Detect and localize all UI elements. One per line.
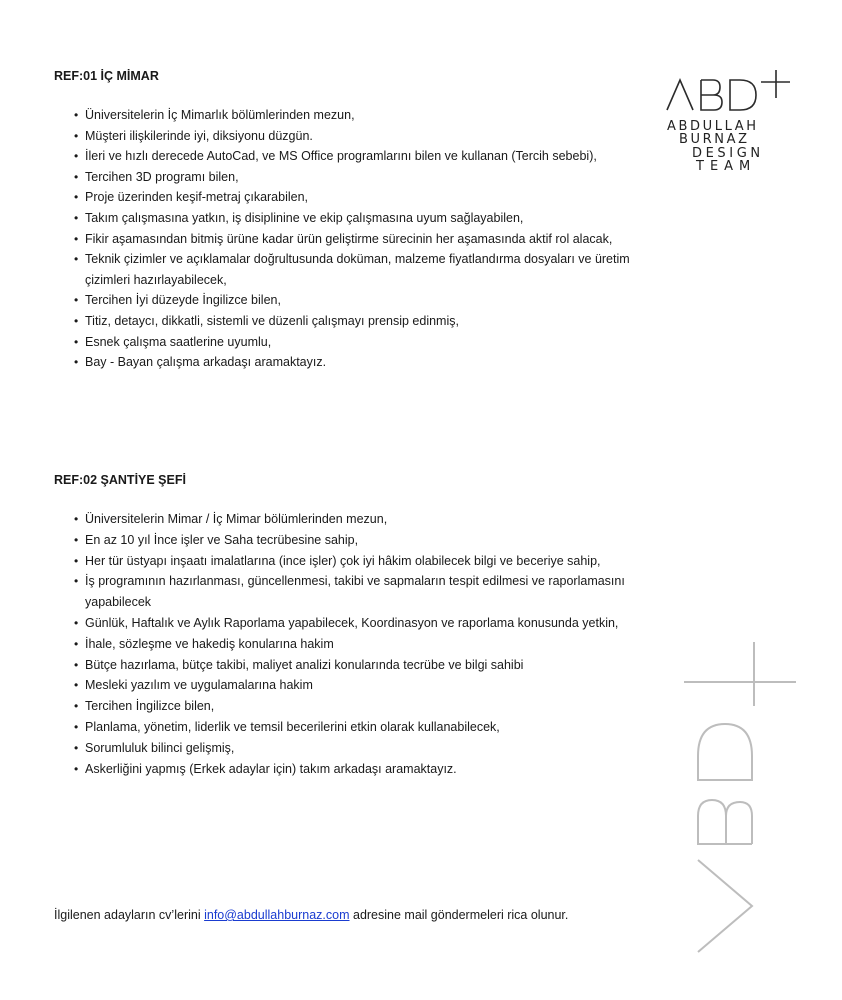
list-item-text: İleri ve hızlı derecede AutoCad, ve MS Office programlarını bilen ve kullanan (Tercih sebebi), (85, 149, 597, 164)
bullet-icon: • (74, 574, 79, 589)
bullet-icon: • (74, 128, 79, 143)
list-item (54, 675, 654, 696)
bullet-icon: • (74, 355, 79, 370)
list-item-text: Takım çalışmasına yatkın, iş disiplinine ve ekip çalışmasına uyum sağlayabilen, (85, 210, 524, 225)
list-item (54, 530, 654, 551)
logo-mark (664, 68, 794, 116)
list-item (54, 738, 654, 759)
list-item-text: İhale, sözleşme ve hakediş konularına hakim (85, 636, 334, 651)
bullet-icon: • (74, 334, 79, 349)
list-item-text: Planlama, yönetim, liderlik ve temsil becerilerini etkin olarak kullanabilecek, (85, 719, 500, 734)
bullet-icon: • (74, 761, 79, 776)
bullet-icon: • (74, 108, 79, 122)
list-item (54, 759, 654, 780)
list-item-text: Bay - Bayan çalışma arkadaşı aramaktayız. (85, 355, 327, 370)
logo-line-4: TEAM (696, 159, 757, 174)
requirements-list (54, 105, 654, 373)
list-item-text: Askerliğini yapmış (Erkek adaylar için) takım arkadaşı aramaktayız. (85, 761, 457, 776)
requirements-list (54, 509, 654, 779)
list-item-text: Üniversitelerin İç Mimarlık bölümlerinden mezun, (85, 108, 355, 122)
list-item-text: Günlük, Haftalık ve Aylık Raporlama yapabilecek, Koordinasyon ve raporlama konusunda yetkin, (85, 615, 619, 630)
bullet-icon: • (74, 678, 79, 693)
bullet-icon: • (74, 699, 79, 714)
list-item (54, 187, 654, 208)
list-item (54, 311, 654, 332)
logo-abd-mark (664, 68, 794, 116)
list-item (54, 655, 654, 676)
company-logo (664, 68, 794, 173)
bullet-icon: • (74, 190, 79, 205)
bullet-icon: • (74, 636, 79, 651)
bullet-icon: • (74, 252, 79, 267)
logo-line-1: ABDULLAH (667, 119, 759, 134)
watermark-logo (680, 640, 800, 960)
list-item (54, 167, 654, 188)
list-item (54, 634, 654, 655)
list-item-text: En az 10 yıl İnce işler ve Saha tecrübesine sahip, (85, 532, 359, 547)
bullet-icon: • (74, 169, 79, 184)
list-item-text: Mesleki yazılım ve uygulamalarına hakim (85, 678, 313, 693)
list-item (54, 105, 654, 126)
list-item (54, 249, 654, 290)
email-link[interactable]: info@abdullahburnaz.com (204, 908, 350, 922)
footer-text-before: İlgilenen adayların cv’lerini (54, 908, 205, 922)
list-item (54, 696, 654, 717)
bullet-icon: • (74, 512, 79, 526)
list-item (54, 509, 654, 530)
list-item (54, 229, 654, 250)
list-item-text: Her tür üstyapı inşaatı imalatlarına (ince işler) çok iyi hâkim olabilecek bilgi ve beceriye sahip, (85, 553, 601, 568)
list-item (54, 146, 654, 167)
bullet-icon: • (74, 149, 79, 164)
bullet-icon: • (74, 313, 79, 328)
section-ref01 (54, 68, 654, 373)
list-item (54, 332, 654, 353)
section-title: REF:01 İÇ MİMAR (54, 69, 159, 83)
bullet-icon: • (74, 657, 79, 672)
bullet-icon: • (74, 553, 79, 568)
list-item-text: Tercihen İngilizce bilen, (85, 699, 215, 714)
list-item (54, 717, 654, 738)
list-item (54, 290, 654, 311)
bullet-icon: • (74, 231, 79, 246)
bullet-icon: • (74, 293, 79, 308)
bullet-icon: • (74, 615, 79, 630)
application-note (54, 905, 614, 926)
footer-text-after: adresine mail göndermeleri rica olunur. (349, 908, 569, 922)
list-item-text: Tercihen İyi düzeyde İngilizce bilen, (85, 293, 281, 308)
list-item (54, 208, 654, 229)
list-item-text: Titiz, detaycı, dikkatli, sistemli ve düzenli çalışmayı prensip edinmiş, (85, 313, 459, 328)
list-item-text: Esnek çalışma saatlerine uyumlu, (85, 334, 272, 349)
list-item-text: Teknik çizimler ve açıklamalar doğrultusunda doküman, malzeme fiyatlandırma dosyaları ve üretim çizimleri hazırlayabilecek, (85, 252, 630, 287)
list-item-text: Müşteri ilişkilerinde iyi, diksiyonu düzgün. (85, 128, 313, 143)
list-item-text: Tercihen 3D programı bilen, (85, 169, 239, 184)
logo-line-2: BURNAZ (679, 132, 750, 147)
logo-line-3: DESIGN (692, 146, 764, 161)
list-item (54, 551, 654, 572)
list-item-text: Bütçe hazırlama, bütçe takibi, maliyet analizi konularında tecrübe ve bilgi sahibi (85, 657, 524, 672)
list-item-text: Sorumluluk bilinci gelişmiş, (85, 740, 235, 755)
list-item (54, 352, 654, 373)
list-item-text: Proje üzerinden keşif-metraj çıkarabilen, (85, 190, 309, 205)
list-item-text: Üniversitelerin Mimar / İç Mimar bölümlerinden mezun, (85, 512, 388, 526)
list-item-text: Fikir aşamasından bitmiş ürüne kadar ürün geliştirme sürecinin her aşamasında aktif rol alacak, (85, 231, 613, 246)
bullet-icon: • (74, 532, 79, 547)
bullet-icon: • (74, 740, 79, 755)
section-ref02 (54, 472, 654, 779)
bullet-icon: • (74, 210, 79, 225)
bullet-icon: • (74, 719, 79, 734)
list-item (54, 613, 654, 634)
list-item (54, 571, 654, 613)
section-title: REF:02 ŞANTİYE ŞEFİ (54, 473, 186, 487)
list-item-text: İş programının hazırlanması, güncellenmesi, takibi ve sapmaların tespit edilmesi ve raporlamasını yapabilecek (85, 574, 625, 610)
list-item (54, 126, 654, 147)
